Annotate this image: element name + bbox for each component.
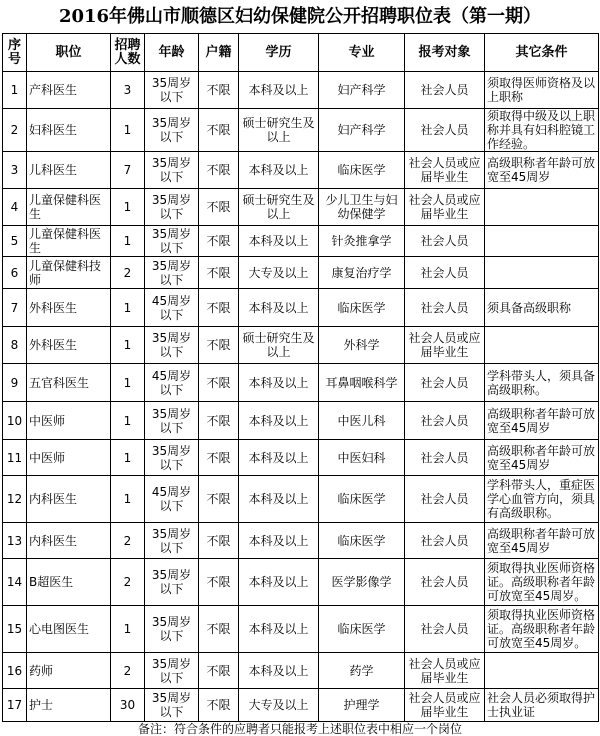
cell-index: 15 — [3, 606, 27, 653]
cell-other: 须取得中级及以上职称并具有妇科腔镜工作经验。 — [485, 109, 599, 152]
cell-count: 30 — [111, 689, 145, 722]
cell-education: 本科及以上 — [239, 226, 319, 257]
table-row — [3, 653, 599, 689]
cell-major: 少儿卫生与妇幼保健学 — [319, 189, 405, 226]
table-row — [3, 152, 599, 189]
cell-hukou: 不限 — [199, 257, 239, 289]
cell-age: 35周岁以下 — [145, 226, 199, 257]
cell-index: 4 — [3, 189, 27, 226]
cell-age: 35周岁以下 — [145, 402, 199, 440]
cell-position: 儿童保健科医生 — [27, 226, 111, 257]
cell-index: 17 — [3, 689, 27, 722]
cell-applicants: 社会人员 — [405, 606, 485, 653]
cell-other — [485, 226, 599, 257]
cell-count: 2 — [111, 559, 145, 606]
table-row — [3, 109, 599, 152]
cell-index: 8 — [3, 327, 27, 364]
cell-age: 45周岁以下 — [145, 364, 199, 402]
table-row — [3, 72, 599, 109]
cell-major: 临床医学 — [319, 289, 405, 327]
cell-hukou: 不限 — [199, 476, 239, 523]
header-hukou: 户籍 — [199, 34, 239, 72]
header-age: 年龄 — [145, 34, 199, 72]
cell-education: 本科及以上 — [239, 152, 319, 189]
footnote: 备注：符合条件的应聘者只能报考上述职位表中相应一个岗位 — [137, 722, 462, 736]
cell-hukou: 不限 — [199, 109, 239, 152]
cell-applicants: 社会人员或应届毕业生 — [405, 189, 485, 226]
cell-other: 社会人员必须取得护士执业证 — [485, 689, 599, 722]
cell-count: 2 — [111, 523, 145, 559]
cell-hukou: 不限 — [199, 523, 239, 559]
cell-age: 35周岁以下 — [145, 559, 199, 606]
cell-index: 12 — [3, 476, 27, 523]
cell-count: 1 — [111, 606, 145, 653]
cell-major: 临床医学 — [319, 523, 405, 559]
cell-other: 学科带头人，重症医学心血管方向，须具有高级职称。 — [485, 476, 599, 523]
cell-position: 中医师 — [27, 402, 111, 440]
cell-major: 中医儿科 — [319, 402, 405, 440]
cell-position: 内科医生 — [27, 476, 111, 523]
cell-education: 本科及以上 — [239, 440, 319, 476]
cell-education: 本科及以上 — [239, 653, 319, 689]
cell-count: 1 — [111, 226, 145, 257]
cell-hukou: 不限 — [199, 189, 239, 226]
cell-age: 35周岁以下 — [145, 606, 199, 653]
cell-hukou: 不限 — [199, 327, 239, 364]
cell-position: 五官科医生 — [27, 364, 111, 402]
cell-applicants: 社会人员或应届毕业生 — [405, 689, 485, 722]
cell-index: 5 — [3, 226, 27, 257]
cell-other: 高级职称者年龄可放宽至45周岁 — [485, 440, 599, 476]
cell-count: 1 — [111, 327, 145, 364]
cell-applicants: 社会人员 — [405, 440, 485, 476]
table-row — [3, 689, 599, 722]
cell-applicants: 社会人员 — [405, 523, 485, 559]
cell-education: 硕士研究生及以上 — [239, 327, 319, 364]
cell-major: 针灸推拿学 — [319, 226, 405, 257]
cell-count: 1 — [111, 289, 145, 327]
cell-index: 13 — [3, 523, 27, 559]
cell-applicants: 社会人员 — [405, 226, 485, 257]
cell-index: 1 — [3, 72, 27, 109]
cell-age: 35周岁以下 — [145, 689, 199, 722]
cell-applicants: 社会人员 — [405, 109, 485, 152]
cell-age: 35周岁以下 — [145, 653, 199, 689]
cell-hukou: 不限 — [199, 289, 239, 327]
cell-applicants: 社会人员 — [405, 257, 485, 289]
table-row — [3, 364, 599, 402]
cell-education: 本科及以上 — [239, 606, 319, 653]
cell-index: 3 — [3, 152, 27, 189]
cell-index: 11 — [3, 440, 27, 476]
cell-education: 硕士研究生及以上 — [239, 109, 319, 152]
cell-major: 临床医学 — [319, 606, 405, 653]
cell-position: 妇科医生 — [27, 109, 111, 152]
cell-education: 硕士研究生及以上 — [239, 189, 319, 226]
cell-position: 心电图医生 — [27, 606, 111, 653]
header-education: 学历 — [239, 34, 319, 72]
cell-position: 儿童保健科技师 — [27, 257, 111, 289]
table-row — [3, 257, 599, 289]
header-index: 序号 — [3, 34, 27, 72]
page-title: 2016年佛山市顺德区妇幼保健院公开招聘职位表（第一期） — [58, 6, 542, 27]
cell-position: 护士 — [27, 689, 111, 722]
cell-hukou: 不限 — [199, 402, 239, 440]
cell-age: 35周岁以下 — [145, 440, 199, 476]
cell-hukou: 不限 — [199, 364, 239, 402]
cell-position: B超医生 — [27, 559, 111, 606]
header-other: 其它条件 — [485, 34, 599, 72]
cell-major: 药学 — [319, 653, 405, 689]
cell-education: 本科及以上 — [239, 476, 319, 523]
job-table — [2, 33, 599, 722]
header-row — [3, 34, 599, 72]
cell-count: 1 — [111, 402, 145, 440]
cell-position: 药师 — [27, 653, 111, 689]
table-row — [3, 189, 599, 226]
cell-index: 6 — [3, 257, 27, 289]
cell-applicants: 社会人员 — [405, 476, 485, 523]
cell-applicants: 社会人员 — [405, 364, 485, 402]
table-row — [3, 440, 599, 476]
cell-age: 35周岁以下 — [145, 72, 199, 109]
cell-position: 儿科医生 — [27, 152, 111, 189]
cell-hukou: 不限 — [199, 152, 239, 189]
table-row — [3, 402, 599, 440]
cell-education: 大专及以上 — [239, 257, 319, 289]
table-row — [3, 606, 599, 653]
cell-education: 本科及以上 — [239, 289, 319, 327]
header-major: 专业 — [319, 34, 405, 72]
cell-major: 耳鼻咽喉科学 — [319, 364, 405, 402]
cell-other: 须取得执业医师资格证。高级职称者年龄可放宽至45周岁。 — [485, 559, 599, 606]
cell-index: 2 — [3, 109, 27, 152]
header-applicants: 报考对象 — [405, 34, 485, 72]
cell-hukou: 不限 — [199, 440, 239, 476]
cell-major: 临床医学 — [319, 476, 405, 523]
cell-age: 35周岁以下 — [145, 109, 199, 152]
cell-major: 妇产科学 — [319, 72, 405, 109]
table-row — [3, 327, 599, 364]
cell-applicants: 社会人员或应届毕业生 — [405, 327, 485, 364]
cell-index: 16 — [3, 653, 27, 689]
cell-age: 35周岁以下 — [145, 189, 199, 226]
table-row — [3, 476, 599, 523]
table-row — [3, 289, 599, 327]
cell-hukou: 不限 — [199, 226, 239, 257]
cell-index: 7 — [3, 289, 27, 327]
cell-age: 35周岁以下 — [145, 523, 199, 559]
cell-education: 本科及以上 — [239, 364, 319, 402]
cell-other: 高级职称者年龄可放宽至45周岁 — [485, 152, 599, 189]
cell-age: 35周岁以下 — [145, 257, 199, 289]
cell-other: 高级职称者年龄可放宽至45周岁 — [485, 523, 599, 559]
header-position: 职位 — [27, 34, 111, 72]
cell-major: 临床医学 — [319, 152, 405, 189]
cell-education: 本科及以上 — [239, 559, 319, 606]
cell-education: 本科及以上 — [239, 402, 319, 440]
cell-position: 外科医生 — [27, 327, 111, 364]
cell-count: 1 — [111, 364, 145, 402]
cell-applicants: 社会人员或应届毕业生 — [405, 152, 485, 189]
cell-position: 中医师 — [27, 440, 111, 476]
cell-count: 7 — [111, 152, 145, 189]
cell-index: 10 — [3, 402, 27, 440]
cell-count: 3 — [111, 72, 145, 109]
cell-applicants: 社会人员 — [405, 289, 485, 327]
cell-count: 1 — [111, 189, 145, 226]
cell-index: 9 — [3, 364, 27, 402]
cell-position: 外科医生 — [27, 289, 111, 327]
cell-hukou: 不限 — [199, 606, 239, 653]
cell-age: 35周岁以下 — [145, 327, 199, 364]
cell-hukou: 不限 — [199, 653, 239, 689]
cell-count: 1 — [111, 476, 145, 523]
cell-applicants: 社会人员或应届毕业生 — [405, 653, 485, 689]
cell-other: 须取得执业医师资格证。高级职称者年龄可放宽至45周岁。 — [485, 606, 599, 653]
cell-count: 1 — [111, 440, 145, 476]
cell-major: 医学影像学 — [319, 559, 405, 606]
cell-age: 35周岁以下 — [145, 152, 199, 189]
cell-other — [485, 189, 599, 226]
cell-major: 妇产科学 — [319, 109, 405, 152]
cell-index: 14 — [3, 559, 27, 606]
cell-education: 本科及以上 — [239, 523, 319, 559]
cell-count: 2 — [111, 653, 145, 689]
cell-applicants: 社会人员 — [405, 559, 485, 606]
cell-applicants: 社会人员 — [405, 72, 485, 109]
cell-hukou: 不限 — [199, 689, 239, 722]
table-row — [3, 559, 599, 606]
header-count: 招聘人数 — [111, 34, 145, 72]
cell-other: 学科带头人，须具备高级职称。 — [485, 364, 599, 402]
table-row — [3, 523, 599, 559]
cell-education: 大专及以上 — [239, 689, 319, 722]
table-row — [3, 226, 599, 257]
cell-position: 产科医生 — [27, 72, 111, 109]
cell-age: 45周岁以下 — [145, 289, 199, 327]
cell-count: 2 — [111, 257, 145, 289]
cell-hukou: 不限 — [199, 559, 239, 606]
cell-position: 儿童保健科医生 — [27, 189, 111, 226]
cell-major: 康复治疗学 — [319, 257, 405, 289]
cell-other — [485, 327, 599, 364]
cell-position: 内科医生 — [27, 523, 111, 559]
cell-major: 中医妇科 — [319, 440, 405, 476]
cell-applicants: 社会人员 — [405, 402, 485, 440]
cell-other: 须取得医师资格及以上职称 — [485, 72, 599, 109]
cell-major: 外科学 — [319, 327, 405, 364]
cell-other: 须具备高级职称 — [485, 289, 599, 327]
cell-other: 高级职称者年龄可放宽至45周岁 — [485, 402, 599, 440]
cell-other — [485, 257, 599, 289]
cell-count: 1 — [111, 109, 145, 152]
cell-major: 护理学 — [319, 689, 405, 722]
cell-education: 本科及以上 — [239, 72, 319, 109]
cell-other — [485, 653, 599, 689]
cell-hukou: 不限 — [199, 72, 239, 109]
cell-age: 45周岁以下 — [145, 476, 199, 523]
